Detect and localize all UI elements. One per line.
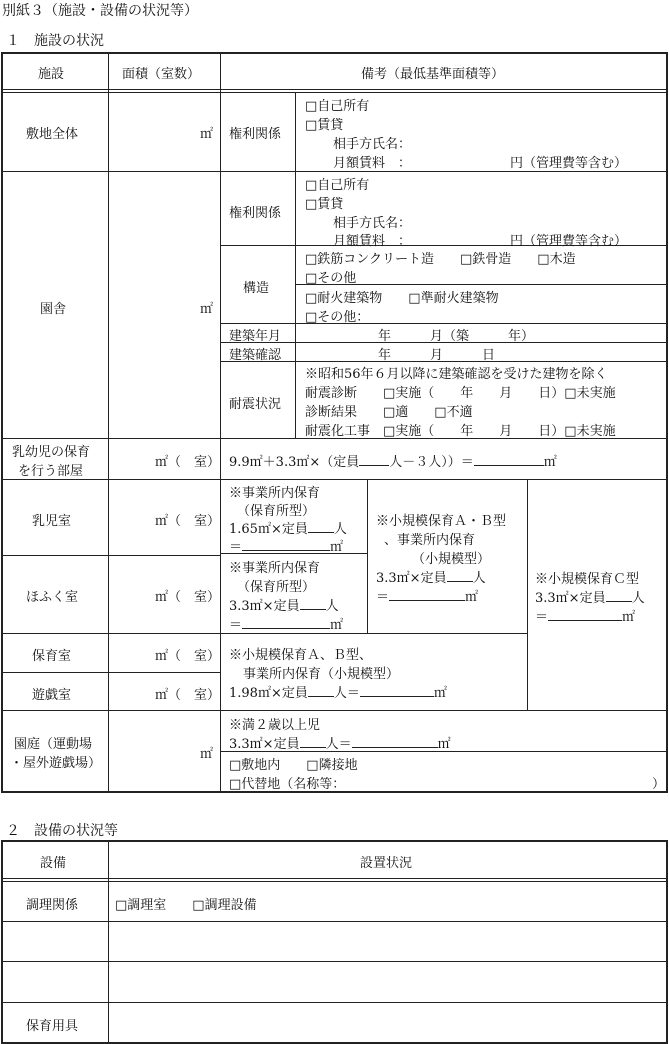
section2-title: ２ 設備の状況等 bbox=[6, 823, 118, 839]
building-counterpart-label: 相手方氏名： bbox=[333, 216, 412, 231]
building-area-unit: ㎡ bbox=[200, 302, 214, 317]
quake-retrofit-row[interactable]: 耐震化工事 □実施（ 年 月 日）□未実施 bbox=[305, 424, 616, 439]
building-confirm-value: 年 月 日 bbox=[378, 348, 496, 363]
garden-note: ※満２歳以上児 bbox=[229, 718, 321, 733]
cooking-options[interactable]: □調理室 □調理設備 bbox=[115, 898, 257, 913]
site-counterpart-label: 相手方氏名： bbox=[333, 137, 412, 152]
building-rights-label: 権利関係 bbox=[229, 206, 282, 221]
site-area-unit: ㎡ bbox=[200, 127, 214, 142]
built-date-value: 年 月（築 年） bbox=[378, 329, 535, 344]
small-ab-note-line1: ※小規模保育Ａ・Ｂ型 bbox=[376, 514, 507, 529]
quake-label: 耐震状況 bbox=[229, 397, 282, 412]
built-date-label: 建築年月 bbox=[229, 329, 282, 344]
building-rent-label: 月額賃料 ： bbox=[333, 234, 412, 249]
small-ab-result: ＝ ㎡ bbox=[376, 590, 479, 605]
infant-room-formula: 9.9㎡＋3.3㎡×（定員 人－３人））＝ ㎡ bbox=[229, 455, 557, 470]
quake-diagnosis-row[interactable]: 耐震診断 □実施（ 年 月 日）□未実施 bbox=[305, 386, 616, 401]
structure-type-options[interactable]: □鉄筋コンクリート造 □鉄骨造 □木造 bbox=[305, 252, 576, 267]
quake-note: ※昭和56年６月以降に建築確認を受けた建物を除く bbox=[305, 367, 608, 382]
site-label: 敷地全体 bbox=[26, 127, 79, 142]
cooking-label: 調理関係 bbox=[26, 898, 79, 913]
nyuji-note-line2: （保育所型） bbox=[237, 504, 316, 519]
small-c-result: ＝ ㎡ bbox=[535, 610, 636, 625]
garden-location-options[interactable]: □敷地内 □隣接地 bbox=[229, 758, 358, 773]
tools-label: 保育用具 bbox=[26, 1019, 79, 1034]
site-rent-unit: 円（管理費等含む） bbox=[510, 156, 628, 171]
header-notes: 備考（最低基準面積等） bbox=[361, 67, 505, 82]
structure-label: 構造 bbox=[243, 281, 270, 296]
building-confirm-label: 建築確認 bbox=[229, 348, 282, 363]
garden-area-unit: ㎡ bbox=[200, 747, 214, 762]
header-status: 設置状況 bbox=[360, 856, 413, 871]
document-header: 別紙３（施設・設備の状況等） bbox=[2, 3, 198, 19]
nyuji-room-label: 乳児室 bbox=[32, 514, 72, 529]
header-facility: 施設 bbox=[38, 67, 65, 82]
section1-title: １ 施設の状況 bbox=[6, 33, 104, 49]
building-label: 園舎 bbox=[40, 302, 67, 317]
structure-other-checkbox[interactable]: □その他 bbox=[305, 271, 357, 286]
infant-room-area: ㎡（ 室） bbox=[155, 455, 221, 470]
infant-room-label-2: を行う部屋 bbox=[18, 464, 84, 479]
small-c-note-line1: ※小規模保育Ｃ型 bbox=[535, 572, 640, 587]
hoiku-yugi-note-line2: 事業所内保育（小規模型） bbox=[243, 667, 400, 682]
nyuji-room-area: ㎡（ 室） bbox=[155, 514, 221, 529]
building-own-checkbox[interactable]: □自己所有 bbox=[305, 178, 370, 193]
yugi-room-label: 遊戯室 bbox=[32, 688, 72, 703]
fireproof-other-checkbox[interactable]: □その他： bbox=[305, 310, 370, 325]
nyuji-note-line1: ※事業所内保育 bbox=[229, 486, 321, 501]
infant-room-label-1: 乳幼児の保育 bbox=[12, 445, 91, 460]
hofuku-result: ＝ ㎡ bbox=[229, 618, 344, 633]
header-equipment: 設備 bbox=[40, 856, 67, 871]
hofuku-room-area: ㎡（ 室） bbox=[155, 590, 221, 605]
small-c-formula: 3.3㎡×定員 人 bbox=[535, 591, 645, 606]
hoiku-room-area: ㎡（ 室） bbox=[155, 649, 221, 664]
yugi-room-area: ㎡（ 室） bbox=[155, 688, 221, 703]
small-ab-note-line3: （小規模型） bbox=[412, 552, 491, 567]
garden-alternative-close: ） bbox=[652, 777, 666, 792]
header-area: 面積（室数） bbox=[122, 67, 201, 82]
hofuku-formula: 3.3㎡×定員 人 bbox=[229, 599, 339, 614]
site-rights-label: 権利関係 bbox=[229, 127, 282, 142]
garden-formula: 3.3㎡×定員 人＝ ㎡ bbox=[229, 737, 451, 752]
hofuku-note-line1: ※事業所内保育 bbox=[229, 561, 321, 576]
hoiku-yugi-formula: 1.98㎡×定員 人＝ ㎡ bbox=[229, 686, 447, 701]
hoiku-yugi-note-line1: ※小規模保育Ａ、Ｂ型、 bbox=[229, 648, 373, 663]
garden-label-2: ・屋外遊戯場） bbox=[10, 756, 102, 771]
small-ab-formula: 3.3㎡×定員 人 bbox=[376, 571, 486, 586]
building-lease-checkbox[interactable]: □賃貸 bbox=[305, 197, 344, 212]
hofuku-room-label: ほふく室 bbox=[26, 590, 79, 605]
site-rent-label: 月額賃料 ： bbox=[333, 156, 412, 171]
hofuku-note-line2: （保育所型） bbox=[237, 580, 316, 595]
quake-result-row[interactable]: 診断結果 □適 □不適 bbox=[305, 405, 473, 420]
fireproof-options[interactable]: □耐火建築物 □準耐火建築物 bbox=[305, 291, 499, 306]
small-ab-note-line2: 、事業所内保育 bbox=[384, 533, 476, 548]
garden-label-1: 園庭（運動場 bbox=[14, 737, 93, 752]
hoiku-room-label: 保育室 bbox=[32, 649, 72, 664]
nyuji-result: ＝ ㎡ bbox=[229, 540, 344, 555]
garden-alternative-checkbox[interactable]: □代替地（名称等： bbox=[229, 777, 346, 792]
nyuji-formula: 1.65㎡×定員 人 bbox=[229, 522, 347, 537]
building-rent-unit: 円（管理費等含む） bbox=[510, 234, 628, 249]
site-lease-checkbox[interactable]: □賃貸 bbox=[305, 118, 344, 133]
site-own-checkbox[interactable]: □自己所有 bbox=[305, 99, 370, 114]
